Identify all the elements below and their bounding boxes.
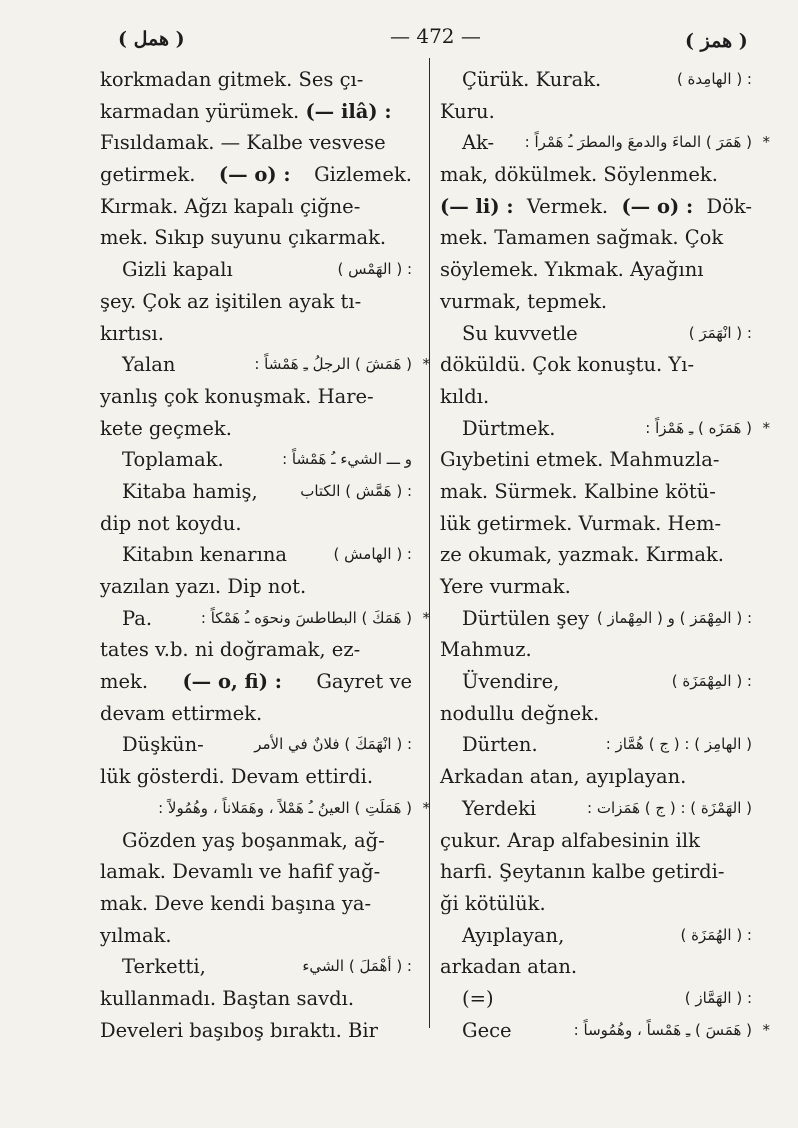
entry-line xyxy=(440,127,770,159)
entry-meaning: Dürten. xyxy=(462,733,538,757)
entry-meaning: Su kuvvetle xyxy=(462,321,578,345)
text-line: lamak. Devamlı ve hafif yağ- xyxy=(100,860,381,884)
text-line: harfi. Şeytanın kalbe getirdi- xyxy=(440,860,725,884)
entry-line xyxy=(100,476,412,508)
entry-line xyxy=(440,413,770,445)
entry-line xyxy=(100,254,412,286)
text-line: Mahmuz. xyxy=(440,638,532,662)
header-left-keyword: ( همل ) xyxy=(118,28,185,50)
arabic-headword: : ( هَمَّش ) الكتاب xyxy=(300,481,412,500)
entry-meaning: Ak- xyxy=(462,131,495,155)
entry-meaning: Dürtmek. xyxy=(462,416,556,440)
arabic-headword: ( هَمَلَتِ ) العينُ ـُ هَمْلاً ، وهَمَلاناً ، وهُمُولاً : xyxy=(158,798,412,817)
entry-meaning: (=) xyxy=(462,986,494,1010)
arabic-headword: ( هَمَرَ ) الماءَ والدمعَ والمطرَ ـُ هَمْراً : xyxy=(524,133,752,152)
entry-line xyxy=(440,64,752,96)
entry-line xyxy=(440,729,752,761)
text-line: korkmadan gitmek. Ses çı- xyxy=(100,68,364,91)
text-line: kullanmadı. Baştan savdı. xyxy=(100,986,355,1010)
entry-meaning: Gizli kapalı xyxy=(122,258,233,282)
entry-line xyxy=(100,729,412,761)
entry-meaning: Pa. xyxy=(122,606,153,630)
text-span: Dök- xyxy=(706,194,752,218)
text-line: kıldı. xyxy=(440,384,490,408)
entry-meaning: Kitaba hamiş, xyxy=(122,479,258,503)
arabic-headword: : ( انْهَمَرَ ) xyxy=(688,323,752,342)
entry-meaning: Dürtülen şey xyxy=(462,606,590,630)
text-line: mak. Deve kendi başına ya- xyxy=(100,891,372,915)
entry-meaning: Kitabın kenarına xyxy=(122,543,288,567)
text-line xyxy=(100,666,412,698)
text-line xyxy=(100,159,412,191)
text-span: Gayret ve xyxy=(316,670,412,694)
column-divider xyxy=(429,58,430,1028)
text-line: yanlış çok konuşmak. Hare- xyxy=(100,384,374,408)
arabic-headword: و ـــ الشيء ـُ هَمْشاً : xyxy=(282,450,412,469)
text-line: Arkadan atan, ayıplayan. xyxy=(440,765,687,789)
text-line: lük gösterdi. Devam ettirdi. xyxy=(100,765,374,789)
entry-star: * xyxy=(762,133,770,152)
grammar-marker: (— ilâ) : xyxy=(305,99,392,123)
text-line: döküldü. Çok konuştu. Yı- xyxy=(440,353,695,377)
entry-meaning: Yalan xyxy=(122,353,176,377)
arabic-headword: : ( أهْمَلَ ) الشيء xyxy=(302,957,412,976)
text-line: kete geçmek. xyxy=(100,416,232,440)
text-line: Gözden yaş boşanmak, ağ- xyxy=(122,828,385,852)
text-line: Gıybetini etmek. Mahmuzla- xyxy=(440,448,720,472)
text-line: vurmak, tepmek. xyxy=(440,289,608,313)
right-column xyxy=(440,64,770,1046)
arabic-headword: : ( المِهْمَزَة ) xyxy=(671,672,752,691)
entry-meaning: Düşkün- xyxy=(122,733,204,757)
entry-line xyxy=(440,793,752,825)
arabic-headword: ( الهَمْزَة ) : ( ج ) هَمَزات : xyxy=(587,798,752,817)
text-line: mak. Sürmek. Kalbine kötü- xyxy=(440,479,716,503)
entry-line xyxy=(440,318,752,350)
entry-line xyxy=(440,1015,770,1047)
text-line xyxy=(100,96,412,128)
entry-line xyxy=(100,603,430,635)
arabic-headword: : ( الهَمَّاز ) xyxy=(684,988,752,1007)
text-line: çukur. Arap alfabesinin ilk xyxy=(440,828,700,852)
entry-line xyxy=(440,920,752,952)
grammar-marker: (— o, fi) : xyxy=(182,670,282,694)
text-line: nodullu değnek. xyxy=(440,701,600,725)
text-line: Develeri başıboş bıraktı. Bir xyxy=(100,1018,378,1042)
entry-star: * xyxy=(422,798,430,817)
text-line xyxy=(440,191,752,223)
arabic-headword: : ( الهامش ) xyxy=(333,545,412,564)
entry-star: * xyxy=(762,418,770,437)
entry-meaning: Toplamak. xyxy=(122,448,224,472)
page-header xyxy=(0,22,798,58)
text-line: yılmak. xyxy=(100,923,172,947)
arabic-headword: ( الهامِز ) : ( ج ) هُمَّاز : xyxy=(605,735,752,754)
text-span: Vermek. xyxy=(526,194,609,218)
left-column xyxy=(100,64,430,1046)
entry-line xyxy=(100,793,430,825)
text-line: ği kötülük. xyxy=(440,891,546,915)
entry-star: * xyxy=(422,355,430,374)
entry-meaning: Gece xyxy=(462,1018,512,1042)
arabic-headword: : ( الهامِدة ) xyxy=(676,70,752,88)
text-line: mek. Sıkıp suyunu çıkarmak. xyxy=(100,226,387,250)
text-span: getirmek. xyxy=(100,163,196,187)
entry-line xyxy=(440,666,752,698)
entry-meaning: Çürük. Kurak. xyxy=(462,68,602,91)
grammar-marker: (— o) : xyxy=(621,194,694,218)
text-line: tates v.b. ni doğramak, ez- xyxy=(100,638,361,662)
arabic-headword: ( هَمَسَ ) ـِ هَمْساً ، وهُمُوساً : xyxy=(573,1020,752,1039)
entry-meaning: Ayıplayan, xyxy=(462,923,565,947)
text-line: Kırmak. Ağzı kapalı çiğne- xyxy=(100,194,361,218)
arabic-headword: : ( الهَمْس ) xyxy=(337,260,412,279)
text-span: mek. xyxy=(100,670,149,694)
text-line: şey. Çok az işitilen ayak tı- xyxy=(100,289,362,313)
arabic-headword: : ( الهُمَزَة ) xyxy=(680,925,752,944)
entry-line xyxy=(100,951,412,983)
entry-meaning: Yerdeki xyxy=(462,796,537,820)
text-line: devam ettirmek. xyxy=(100,701,263,725)
entry-meaning: Üvendire, xyxy=(462,670,560,694)
entry-line xyxy=(100,349,430,381)
text-line: ze okumak, yazmak. Kırmak. xyxy=(440,543,724,567)
header-right-keyword: ( همز ) xyxy=(685,30,748,52)
arabic-headword: ( هَمَكَ ) البطاطسَ ونحوَه ـُ هَمْكاً : xyxy=(200,608,412,627)
arabic-headword: : ( المِهْمَز ) و ( المِهْماز ) xyxy=(596,608,752,627)
arabic-headword: ( هَمَشَ ) الرجلُ ـِ هَمْشاً : xyxy=(254,355,412,374)
text-line: Yere vurmak. xyxy=(440,575,571,598)
entry-line xyxy=(100,444,412,476)
entry-meaning: Terketti, xyxy=(122,955,206,979)
text-line: kırtısı. xyxy=(100,321,164,345)
arabic-headword: : ( انْهَمَكَ ) فلانٌ في الأمر xyxy=(254,735,412,754)
text-line: dip not koydu. xyxy=(100,511,242,535)
text-line: söylemek. Yıkmak. Ayağını xyxy=(440,258,704,282)
text-line: Fısıldamak. — Kalbe vesvese xyxy=(100,131,386,155)
entry-star: * xyxy=(422,608,430,627)
text-span: Gizlemek. xyxy=(314,163,412,187)
text-line: Kuru. xyxy=(440,99,495,123)
text-line: mak, dökülmek. Söylenmek. xyxy=(440,163,718,187)
text-line: yazılan yazı. Dip not. xyxy=(100,575,307,598)
text-span: karmadan yürümek. xyxy=(100,99,300,123)
arabic-headword: ( هَمَزَه ) ـِ هَمْزاً : xyxy=(645,418,752,437)
text-line: lük getirmek. Vurmak. Hem- xyxy=(440,511,722,535)
entry-line xyxy=(440,603,752,635)
entry-line xyxy=(100,539,412,571)
page-number: — 472 — xyxy=(390,24,481,48)
grammar-marker: (— li) : xyxy=(440,194,514,218)
entry-star: * xyxy=(762,1020,770,1039)
grammar-marker: (— o) : xyxy=(218,163,291,187)
text-line: arkadan atan. xyxy=(440,955,578,979)
entry-line xyxy=(440,983,752,1015)
text-line: mek. Tamamen sağmak. Çok xyxy=(440,226,724,250)
